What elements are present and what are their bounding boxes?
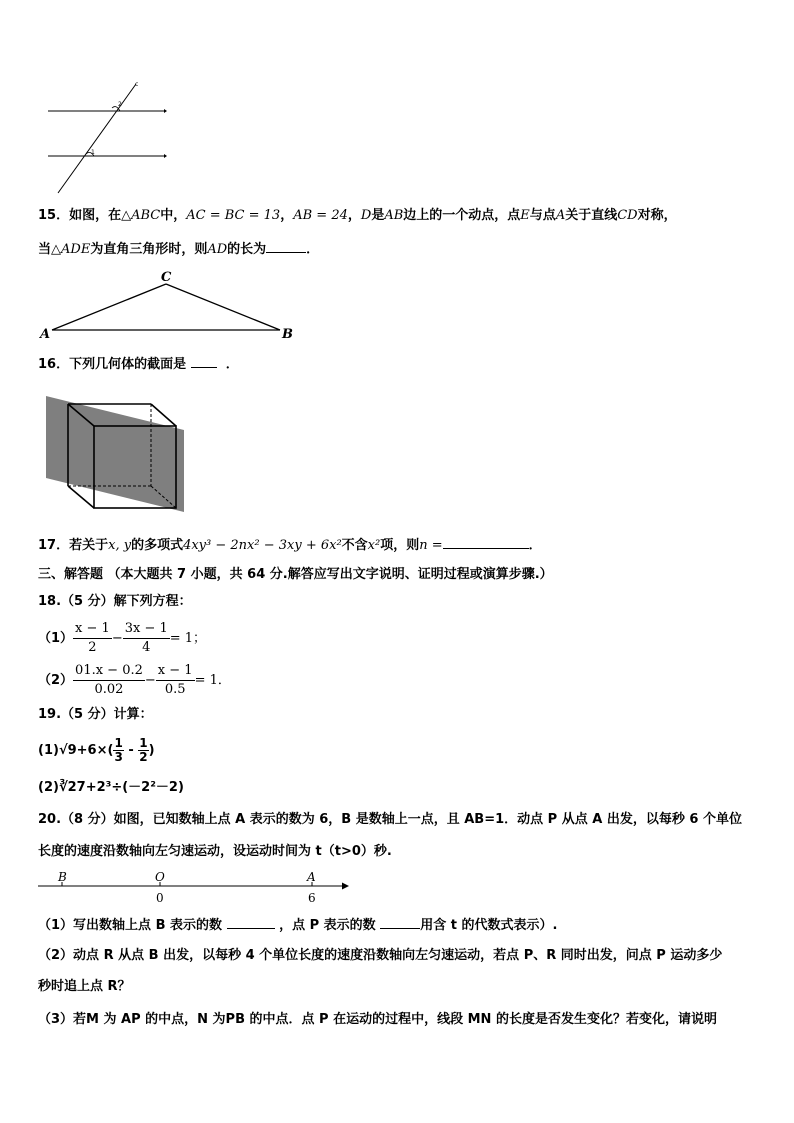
point-a-label: A — [307, 870, 316, 884]
fraction: $\frac{01.x - 0.2}{0.02}$ — [75, 663, 143, 697]
question-17: 17．若关于x, y的多项式4xy³ − 2nx² − 3xy + 6x²不含x²项，则n = ． — [38, 538, 542, 553]
parallel-lines-figure — [40, 78, 180, 196]
cube-cross-section-figure — [44, 394, 188, 514]
svg-text:c: c — [135, 81, 139, 88]
question-20-part-2-line-1: （2）动点 R 从点 B 出发，以每秒 4 个单位长度的速度沿数轴向左匀速运动，若点 P、R 同时出发，问点 P 运动多少 — [38, 948, 723, 963]
fraction: $\frac{x - 1}{0.5}$ — [157, 663, 193, 697]
question-19-part-1: (1)√9+6×( $\frac{1}{3}$ - $\frac{1}{2}$ ) — [38, 736, 155, 764]
answer-blank — [443, 536, 529, 549]
question-20-part-2-line-2: 秒时追上点 R？ — [38, 979, 131, 994]
question-18-part-2: （2） $\frac{01.x - 0.2}{0.02}$ − $\frac{x - 1}{0.5}$ = 1． — [38, 663, 231, 697]
question-20-line-2: 长度的速度沿数轴向左匀速运动，设运动时间为 t（t>0）秒. — [38, 844, 392, 859]
question-20-part-3-line-1: （3）若M 为 AP 的中点，N 为PB 的中点．点 P 在运动的过程中，线段 MN 的长度是否发生变化？若变化，请说明 — [38, 1012, 717, 1027]
tick-zero-label: 0 — [156, 891, 164, 905]
section-3-title: 三、解答题 （本大题共 7 小题，共 64 分.解答应写出文字说明、证明过程或演算步骤.） — [38, 567, 553, 582]
vertex-b-label: B — [282, 327, 293, 340]
svg-text:1: 1 — [91, 149, 95, 156]
svg-text:2: 2 — [118, 101, 122, 108]
question-19-header: 19.（5 分）计算： — [38, 707, 153, 722]
fraction: $\frac{x - 1}{2}$ — [75, 621, 110, 655]
fraction: $\frac{1}{2}$ — [139, 736, 148, 764]
question-number: 16． — [38, 357, 70, 372]
answer-blank — [380, 916, 420, 929]
answer-blank — [227, 916, 275, 929]
question-20-line-1: 20.（8 分）如图，已知数轴上点 A 表示的数为 6，B 是数轴上一点，且 AB=1．动点 P 从点 A 出发，以每秒 6 个单位 — [38, 812, 742, 827]
answer-blank — [266, 240, 306, 253]
origin-label: O — [155, 870, 165, 884]
vertex-c-label: C — [161, 270, 172, 285]
question-15-line-1: 15．如图，在△ABC中，AC = BC = 13，AB = 24，D是AB边上的一个动点，点E与点A关于直线CD对称， — [38, 208, 677, 223]
number-line-figure — [36, 868, 352, 906]
triangle-abc-figure — [38, 268, 300, 340]
question-number: 17． — [38, 538, 70, 553]
answer-blank — [191, 355, 217, 368]
vertex-a-label: A — [40, 327, 51, 340]
fraction: $\frac{3x - 1}{4}$ — [124, 621, 168, 655]
question-18-part-1: （1） $\frac{x - 1}{2}$ − $\frac{3x - 1}{4}$ = 1； — [38, 621, 207, 655]
question-number: 15． — [38, 208, 70, 223]
question-19-part-2: (2)∛27+2³÷(－2²－2) — [38, 780, 184, 795]
question-16: 16．下列几何体的截面是 ． — [38, 357, 239, 372]
fraction: $\frac{1}{3}$ — [114, 736, 123, 764]
question-18-header: 18.（5 分）解下列方程： — [38, 594, 192, 609]
tick-six-label: 6 — [308, 891, 316, 905]
question-15-line-2: 当△ADE为直角三角形时，则AD的长为 ． — [38, 242, 320, 257]
question-20-part-1: （1）写出数轴上点 B 表示的数 ，点 P 表示的数 用含 t 的代数式表示）. — [38, 918, 558, 933]
point-b-label: B — [58, 870, 67, 884]
